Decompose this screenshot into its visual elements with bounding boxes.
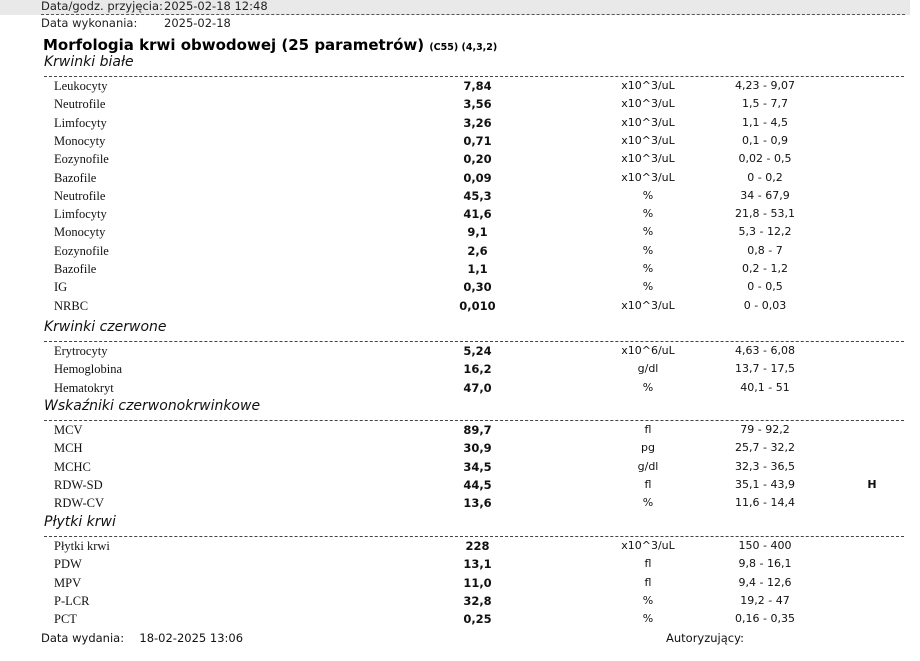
- result-unit: %: [642, 496, 654, 510]
- section-title: Wskaźniki czerwonokrwinkowe: [44, 398, 261, 414]
- result-unit: x10^3/uL: [621, 170, 675, 184]
- parameter-name: PCT: [54, 612, 77, 627]
- result-row: [0, 494, 920, 512]
- result-value: 30,9: [463, 441, 492, 456]
- result-unit: %: [642, 243, 654, 257]
- result-value: 2,6: [467, 243, 488, 258]
- parameter-name: Hemoglobina: [54, 362, 123, 377]
- reference-range: 19,2 - 47: [740, 593, 790, 607]
- result-unit: fl: [644, 477, 652, 491]
- section-title: Płytki krwi: [44, 514, 116, 530]
- result-row: [0, 537, 920, 555]
- section-title: Krwinki czerwone: [44, 319, 167, 335]
- result-value: 3,56: [463, 97, 492, 112]
- result-row: [0, 260, 920, 278]
- result-value: 0,09: [463, 170, 492, 185]
- result-row: [0, 223, 920, 241]
- performed-label: Data wykonania:: [41, 16, 138, 30]
- result-unit: x10^3/uL: [621, 97, 675, 111]
- result-unit: x10^3/uL: [621, 133, 675, 147]
- result-value: 44,5: [463, 477, 492, 492]
- parameter-name: Hematokryt: [54, 380, 114, 395]
- result-row: [0, 278, 920, 296]
- result-value: 0,25: [463, 612, 492, 627]
- test-title: [43, 36, 497, 54]
- parameter-name: Płytki krwi: [54, 539, 110, 553]
- result-row: [0, 150, 920, 168]
- parameter-name: Monocyty: [54, 133, 106, 148]
- reference-range: 0 - 0,03: [743, 298, 787, 312]
- reference-range: 0,8 - 7: [747, 243, 783, 257]
- result-row: [0, 439, 920, 457]
- result-value: 41,6: [463, 207, 492, 222]
- result-row: [0, 476, 920, 494]
- result-unit: %: [642, 207, 654, 221]
- result-value: 13,1: [463, 557, 492, 572]
- parameter-name: NRBC: [54, 298, 89, 313]
- result-row: [0, 242, 920, 260]
- reference-range: 13,7 - 17,5: [735, 362, 795, 376]
- parameter-name: MCH: [54, 441, 83, 456]
- parameter-name: PDW: [54, 557, 82, 572]
- parameter-name: Bazofile: [54, 170, 97, 185]
- parameter-name: Limfocyty: [54, 207, 107, 222]
- parameter-name: Neutrofile: [54, 188, 106, 203]
- reference-range: 0,2 - 1,2: [742, 262, 788, 275]
- reference-range: 0,16 - 0,35: [735, 612, 795, 626]
- result-row: [0, 169, 920, 187]
- result-row: [0, 132, 920, 150]
- reference-range: 34 - 67,9: [740, 188, 790, 202]
- result-row: [0, 555, 920, 573]
- parameter-name: P-LCR: [54, 593, 90, 608]
- issued-line: [41, 631, 243, 645]
- result-unit: x10^3/uL: [621, 115, 675, 129]
- result-value: 3,26: [463, 115, 492, 130]
- result-unit: fl: [644, 575, 652, 589]
- parameter-name: Leukocyty: [54, 79, 108, 93]
- parameter-name: Erytrocyty: [54, 344, 108, 358]
- reference-range: 0 - 0,5: [747, 280, 783, 294]
- result-row: [0, 77, 920, 95]
- issued-value: 18-02-2025 13:06: [139, 631, 244, 645]
- parameter-name: MCV: [54, 423, 83, 437]
- result-value: 16,2: [463, 362, 492, 377]
- reference-range: 0 - 0,2: [747, 170, 783, 184]
- reference-range: 4,23 - 9,07: [735, 79, 795, 92]
- result-row: [0, 187, 920, 205]
- result-row: [0, 592, 920, 610]
- reference-range: 79 - 92,2: [740, 423, 790, 436]
- test-title-text: Morfologia krwi obwodowej (25 parametrów): [43, 36, 425, 54]
- result-row: [0, 574, 920, 592]
- parameter-name: MCHC: [54, 459, 91, 474]
- result-unit: %: [642, 612, 654, 626]
- result-row: [0, 297, 920, 315]
- reference-range: 1,1 - 4,5: [742, 115, 788, 129]
- result-unit: x10^6/uL: [621, 344, 675, 357]
- received-value: 2025-02-18 12:48: [164, 0, 268, 13]
- result-value: 9,1: [467, 225, 488, 240]
- result-row: [0, 610, 920, 628]
- result-unit: %: [642, 380, 654, 394]
- result-value: 34,5: [463, 459, 492, 474]
- result-unit: fl: [644, 557, 652, 571]
- reference-range: 32,3 - 36,5: [735, 459, 795, 473]
- header-divider: [41, 14, 905, 15]
- result-unit: %: [642, 188, 654, 202]
- performed-value: 2025-02-18: [164, 16, 231, 30]
- reference-range: 5,3 - 12,2: [738, 225, 792, 239]
- result-unit: %: [642, 593, 654, 607]
- reference-range: 35,1 - 43,9: [735, 477, 795, 491]
- reference-range: 1,5 - 7,7: [742, 97, 788, 111]
- result-unit: fl: [644, 423, 652, 436]
- result-row: [0, 95, 920, 113]
- parameter-name: MPV: [54, 575, 82, 590]
- result-value: 13,6: [463, 496, 492, 511]
- reference-range: 0,1 - 0,9: [742, 133, 788, 147]
- result-unit: %: [642, 262, 654, 275]
- parameter-name: Limfocyty: [54, 115, 107, 130]
- result-value: 0,010: [459, 298, 496, 313]
- parameter-name: RDW-SD: [54, 477, 103, 492]
- received-label: Data/godz. przyjęcia:: [41, 0, 163, 13]
- test-code: (C55) (4,3,2): [429, 42, 498, 53]
- result-value: 228: [465, 539, 490, 553]
- result-value: 0,20: [463, 152, 492, 167]
- result-row: [0, 360, 920, 378]
- result-unit: pg: [641, 441, 655, 455]
- result-row: [0, 205, 920, 223]
- result-value: 0,71: [463, 133, 492, 148]
- parameter-name: Eozynofile: [54, 152, 109, 167]
- result-value: 7,84: [463, 79, 492, 93]
- reference-range: 4,63 - 6,08: [735, 344, 795, 357]
- result-value: 5,24: [463, 344, 492, 358]
- reference-range: 0,02 - 0,5: [738, 152, 792, 166]
- result-row: [0, 458, 920, 476]
- reference-range: 9,4 - 12,6: [738, 575, 792, 589]
- result-value: 0,30: [463, 280, 492, 295]
- parameter-name: RDW-CV: [54, 496, 104, 511]
- result-unit: g/dl: [637, 459, 659, 473]
- result-row: [0, 114, 920, 132]
- abnormal-flag: H: [867, 477, 877, 491]
- reference-range: 11,6 - 14,4: [735, 496, 795, 510]
- result-unit: x10^3/uL: [621, 79, 675, 92]
- parameter-name: Monocyty: [54, 225, 106, 240]
- reference-range: 150 - 400: [738, 539, 792, 552]
- result-value: 45,3: [463, 188, 492, 203]
- reference-range: 9,8 - 16,1: [738, 557, 792, 571]
- reference-range: 40,1 - 51: [740, 380, 790, 394]
- parameter-name: Neutrofile: [54, 97, 106, 112]
- reference-range: 25,7 - 32,2: [735, 441, 795, 455]
- parameter-name: Bazofile: [54, 262, 97, 276]
- result-value: 1,1: [467, 262, 488, 276]
- parameter-name: IG: [54, 280, 68, 295]
- result-unit: x10^3/uL: [621, 298, 675, 312]
- reference-range: 21,8 - 53,1: [735, 207, 795, 221]
- result-unit: g/dl: [637, 362, 659, 376]
- section-title: Krwinki białe: [44, 54, 134, 70]
- result-unit: %: [642, 225, 654, 239]
- result-unit: %: [642, 280, 654, 294]
- result-value: 32,8: [463, 593, 492, 608]
- result-row: [0, 421, 920, 439]
- result-unit: x10^3/uL: [621, 152, 675, 166]
- result-row: [0, 342, 920, 360]
- result-unit: x10^3/uL: [621, 539, 675, 552]
- result-value: 89,7: [463, 423, 492, 437]
- result-row: [0, 379, 920, 397]
- parameter-name: Eozynofile: [54, 243, 109, 258]
- authorizer-label: Autoryzujący:: [666, 631, 744, 645]
- result-value: 11,0: [463, 575, 492, 590]
- result-value: 47,0: [463, 380, 492, 395]
- issued-label: Data wydania:: [41, 631, 125, 645]
